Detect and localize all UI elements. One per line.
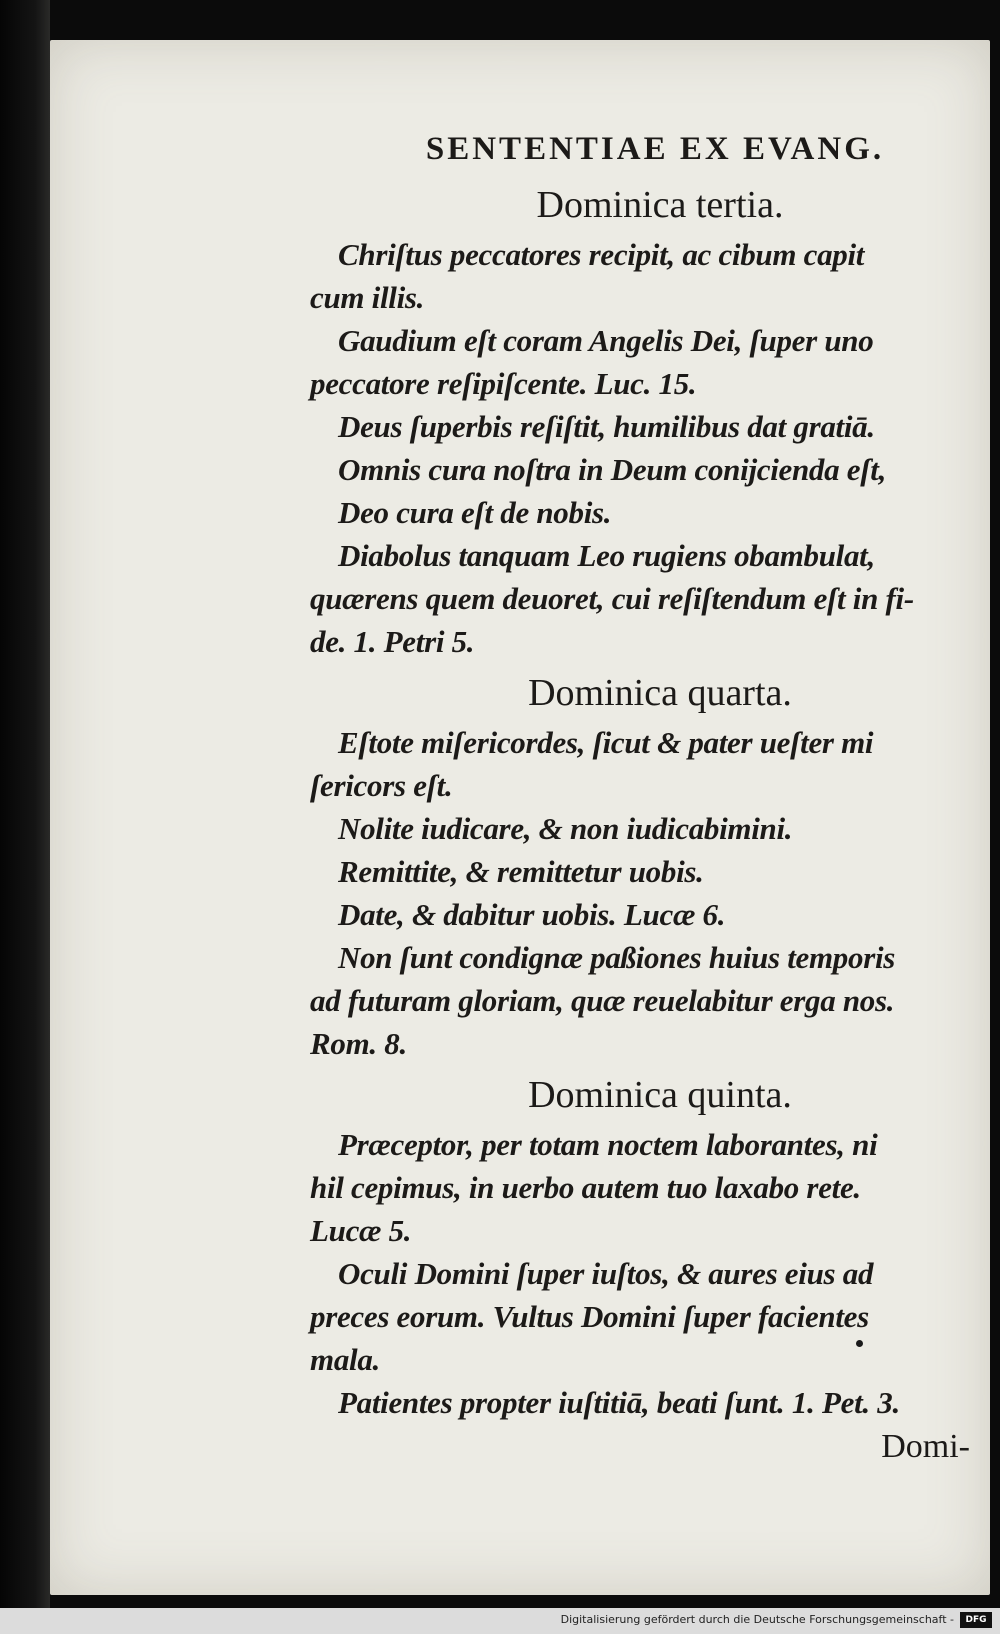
text-line: Patientes propter iuſtitiā, beati ſunt. 1. Pet. 3. <box>338 1385 900 1420</box>
text-line: mala. <box>310 1342 380 1377</box>
text-line: Omnis cura noſtra in Deum conijcienda eſt, <box>338 452 887 487</box>
text-line: Remittite, & remittetur uobis. <box>338 854 704 889</box>
text-line: Deo cura eſt de nobis. <box>338 495 612 530</box>
ink-speck-mark <box>856 1340 863 1347</box>
text-line: hil cepimus, in uerbo autem tuo laxabo rete. <box>310 1170 861 1205</box>
catchword: Domi- <box>881 1428 970 1465</box>
text-line: Non ſunt condignæ paßiones huius temporis <box>338 940 896 975</box>
text-line: cum illis. <box>310 280 425 315</box>
text-line: ad futuram gloriam, quæ reuelabitur erga nos. <box>310 983 895 1018</box>
text-line: quærens quem deuoret, cui reſiſtendum eſt in fi- <box>310 581 914 616</box>
section-dominica-quarta <box>310 667 980 1065</box>
text-block <box>310 125 980 1470</box>
section-heading: Dominica quarta. <box>528 672 792 714</box>
text-line: de. 1. Petri 5. <box>310 624 475 659</box>
text-line: Præceptor, per totam noctem laborantes, ni <box>338 1127 878 1162</box>
book-page <box>50 40 990 1595</box>
text-line: Gaudium eſt coram Angelis Dei, ſuper uno <box>338 323 874 358</box>
section-heading: Dominica quinta. <box>528 1074 792 1116</box>
dfg-logo-icon: DFG <box>960 1612 992 1628</box>
text-line: Nolite iudicare, & non iudicabimini. <box>338 811 793 846</box>
running-head: SENTENTIAE EX EVANG. <box>425 131 885 167</box>
book-spine-shadow <box>0 0 50 1634</box>
section-dominica-tertia <box>310 179 980 663</box>
text-line: Eſtote miſericordes, ſicut & pater ueſter mi <box>338 725 874 760</box>
text-line: Lucæ 5. <box>310 1213 412 1248</box>
footer-credit-text: Digitalisierung gefördert durch die Deutsche Forschungsgemeinschaft - <box>560 1613 954 1626</box>
digitization-footer <box>0 1608 1000 1634</box>
text-line: Chriſtus peccatores recipit, ac cibum capit <box>338 237 865 272</box>
text-line: Date, & dabitur uobis. Lucæ 6. <box>338 897 726 932</box>
text-line: Rom. 8. <box>310 1026 407 1061</box>
text-line: Deus ſuperbis reſiſtit, humilibus dat gratiā. <box>338 409 875 444</box>
section-heading: Dominica tertia. <box>536 184 784 226</box>
text-line: ſericors eſt. <box>310 768 453 803</box>
text-line: Diabolus tanquam Leo rugiens obambulat, <box>338 538 875 573</box>
text-line: peccatore reſipiſcente. Luc. 15. <box>310 366 697 401</box>
section-dominica-quinta <box>310 1069 980 1424</box>
text-line: preces eorum. Vultus Domini ſuper facientes <box>310 1299 869 1334</box>
text-line: Oculi Domini ſuper iuſtos, & aures eius ad <box>338 1256 874 1291</box>
